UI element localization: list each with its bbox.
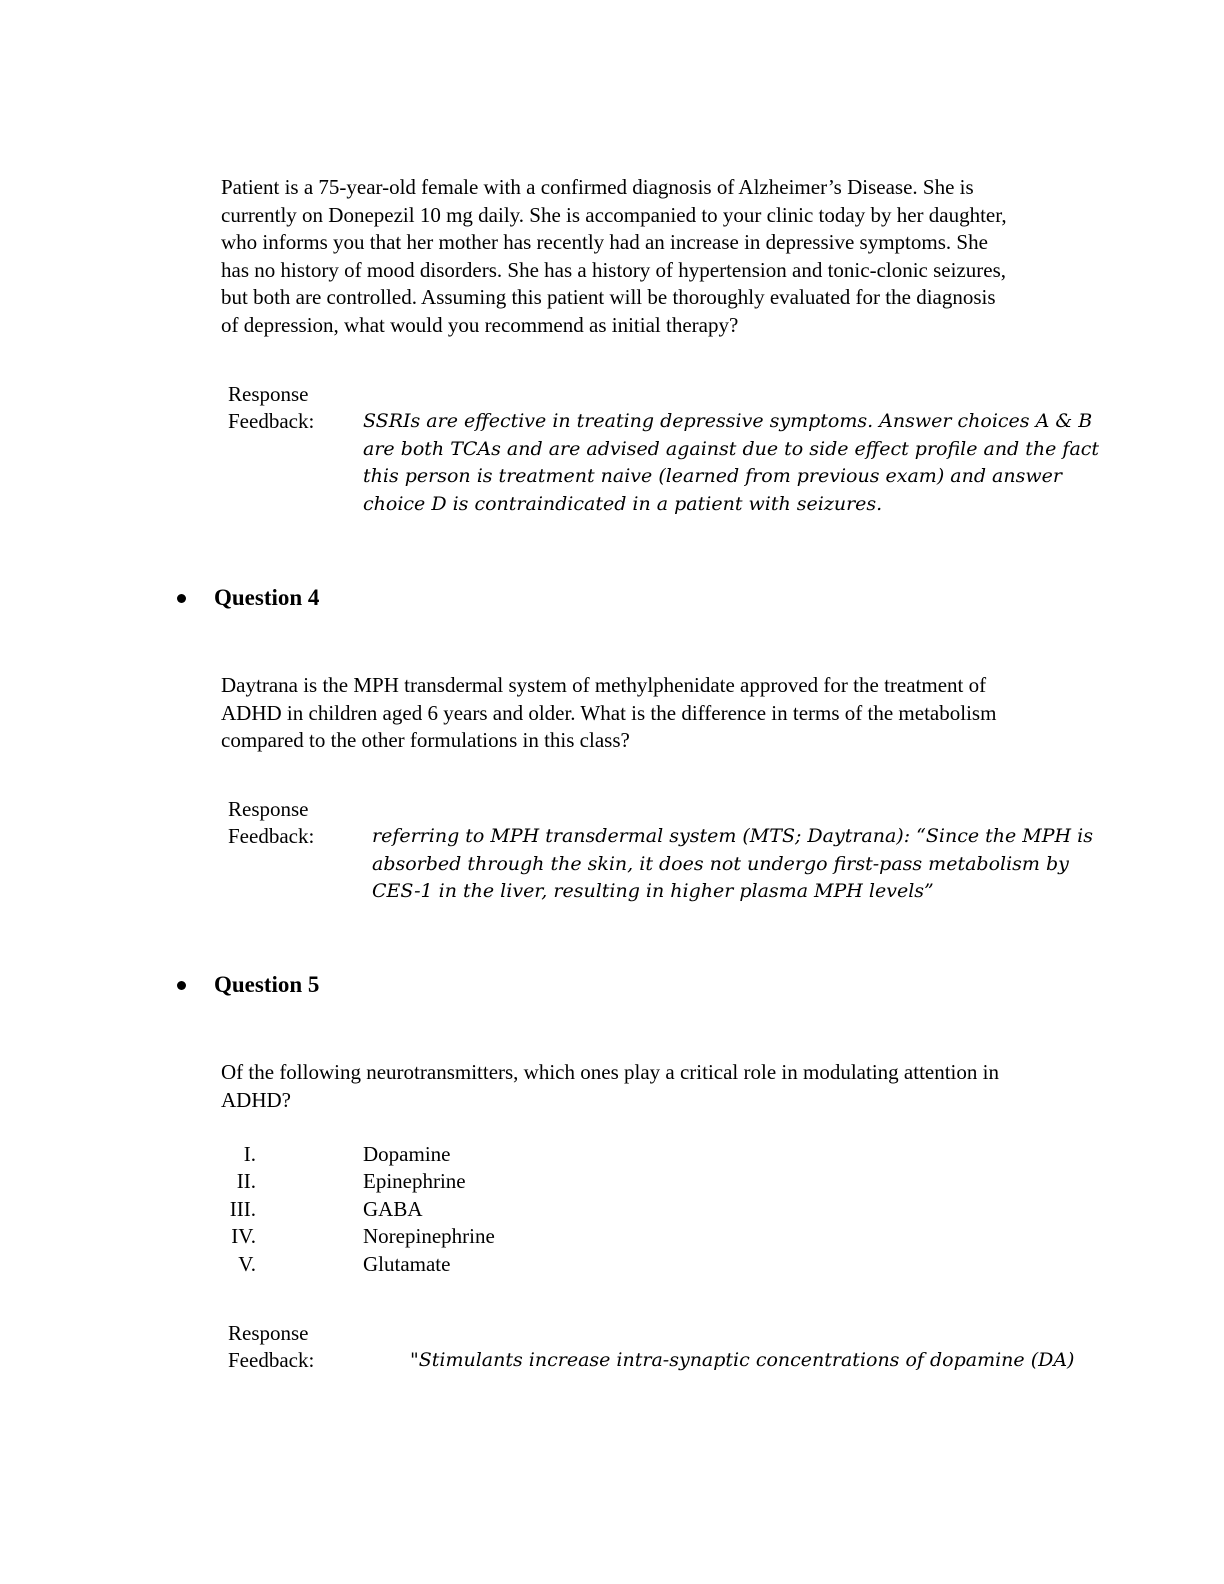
question-3-feedback-label: Feedback: [228,409,315,433]
option-gaba: GABA [363,1197,423,1221]
question-5-feedback-label: Feedback: [228,1348,315,1372]
option-numeral: III. [229,1197,256,1221]
question-4-body: Daytrana is the MPH transdermal system of methylphenidate approved for the treatment of ADHD in children aged 6 years and older. What is the difference in terms of the metabolism compared to the other formulations in this class? [221,673,997,753]
bullet-icon [177,594,186,603]
option-numeral: IV. [231,1224,256,1248]
question-3-response-label: Response [228,382,309,406]
question-4-feedback: referring to MPH transdermal system (MTS; Daytrana): “Since the MPH is absorbed through the skin, it does not undergo first-pass metabolism by CES-1 in the liver, resulting in higher plasma MPH levels” [372,825,1093,902]
option-norepinephrine: Norepinephrine [363,1224,495,1248]
option-numeral: I. [243,1142,256,1166]
option-glutamate: Glutamate [363,1252,451,1276]
question-4-heading: Question 4 [214,585,320,610]
bullet-icon [177,981,186,990]
question-5-response-label: Response [228,1321,309,1345]
question-3-body: Patient is a 75-year-old female with a confirmed diagnosis of Alzheimer’s Disease. She is currently on Donepezil 10 mg daily. She is accompanied to your clinic today by her daughter, who informs you that her mother has recently had an increase in depressive symptoms. She has no history of mood disorders. She has a history of hypertension and tonic-clonic seizures, but both are controlled. Assuming this patient will be thoroughly evaluated for the diagnosis of depression, what would you recommend as initial therapy? [221,175,1007,337]
option-epinephrine: Epinephrine [363,1169,466,1193]
question-4-feedback-label: Feedback: [228,824,315,848]
question-4-response-label: Response [228,797,309,821]
question-3-feedback: SSRIs are effective in treating depressive symptoms. Answer choices A & B are both TCAs and are advised against due to side effect profile and the fact this person is treatment naive (learned from previous exam) and answer choice D is contraindicated in a patient with seizures. [363,410,1100,515]
option-dopamine: Dopamine [363,1142,451,1166]
option-numeral: V. [238,1252,256,1276]
question-5-feedback: "Stimulants increase intra-synaptic concentrations of dopamine (DA) [410,1349,1075,1371]
option-numeral: II. [236,1169,256,1193]
question-5-body: Of the following neurotransmitters, which ones play a critical role in modulating attention in ADHD? [221,1060,999,1112]
question-5-heading: Question 5 [214,972,320,997]
